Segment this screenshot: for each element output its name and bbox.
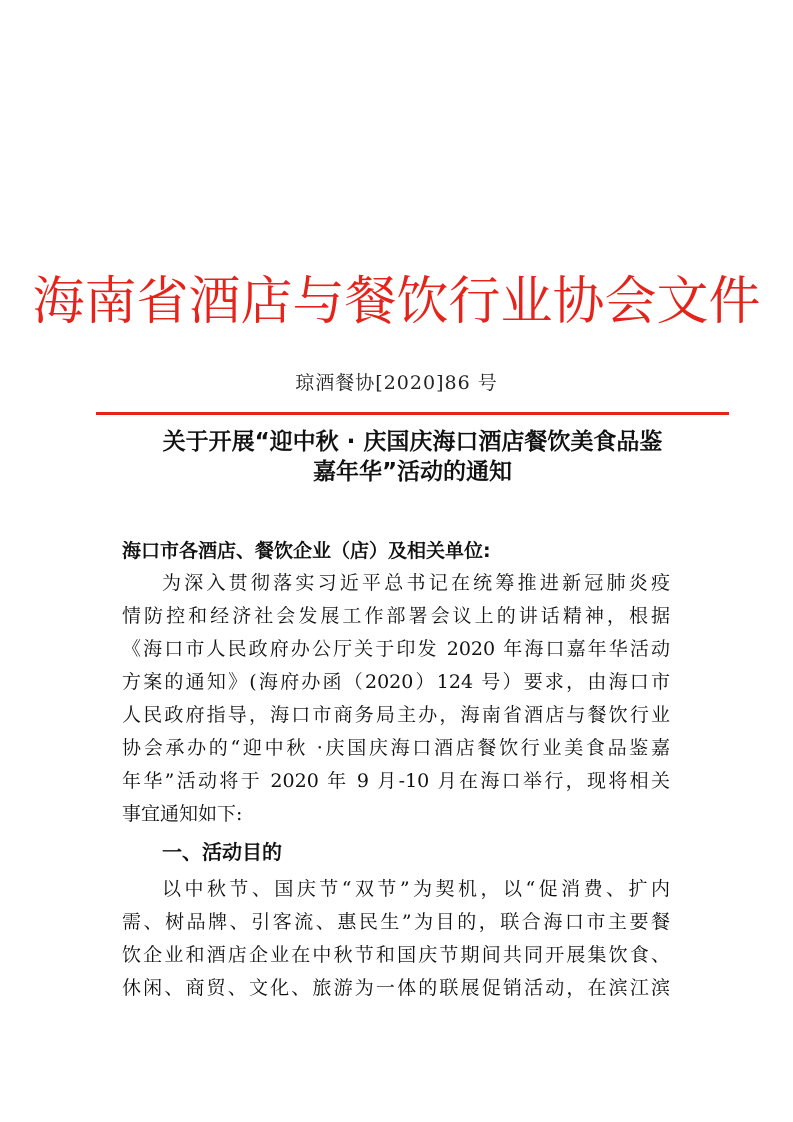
org-document-title: 海南省酒店与餐饮行业协会文件	[32, 272, 761, 332]
section-heading-purpose: 一、活动目的	[162, 840, 282, 864]
paragraph-line: 年华”活动将于 2020 年 9 月-10 月在海口举行，现将相关	[122, 770, 670, 792]
paragraph-line: 休闲、商贸、文化、旅游为一体的联展促销活动，在滨江滨	[122, 977, 670, 999]
red-divider-line	[96, 412, 729, 415]
paragraph-line: 事宜通知如下:	[122, 803, 243, 825]
paragraph-line: 需、树品牌、引客流、惠民生”为目的，联合海口市主要餐	[122, 911, 670, 933]
document-number: 琼酒餐协[2020]86 号	[295, 372, 498, 394]
paragraph-line: 以中秋节、国庆节“双节”为契机，以“促消费、扩内	[162, 878, 670, 900]
paragraph-line: 方案的通知》(海府办函（2020）124 号）要求，由海口市	[122, 671, 670, 693]
addressee-line: 海口市各酒店、餐饮企业（店）及相关单位:	[122, 540, 491, 562]
notice-title-line-2: 嘉年华”活动的通知	[312, 459, 513, 485]
notice-title	[96, 427, 729, 487]
paragraph-line: 人民政府指导，海口市商务局主办，海南省酒店与餐饮行业	[122, 704, 670, 726]
paragraph-line: 情防控和经济社会发展工作部署会议上的讲话精神，根据	[122, 605, 670, 627]
notice-title-line-1: 关于开展“迎中秋 · 庆国庆海口酒店餐饮美食品鉴	[162, 429, 663, 455]
body-paragraph-2	[122, 873, 670, 1005]
body-paragraph-1	[122, 567, 670, 831]
paragraph-line: 为深入贯彻落实习近平总书记在统筹推进新冠肺炎疫	[162, 572, 670, 594]
paragraph-line: 协会承办的“迎中秋 ·庆国庆海口酒店餐饮行业美食品鉴嘉	[122, 737, 670, 759]
paragraph-line: 《海口市人民政府办公厅关于印发 2020 年海口嘉年华活动	[122, 638, 670, 660]
paragraph-line: 饮企业和酒店企业在中秋节和国庆节期间共同开展集饮食、	[122, 944, 670, 966]
